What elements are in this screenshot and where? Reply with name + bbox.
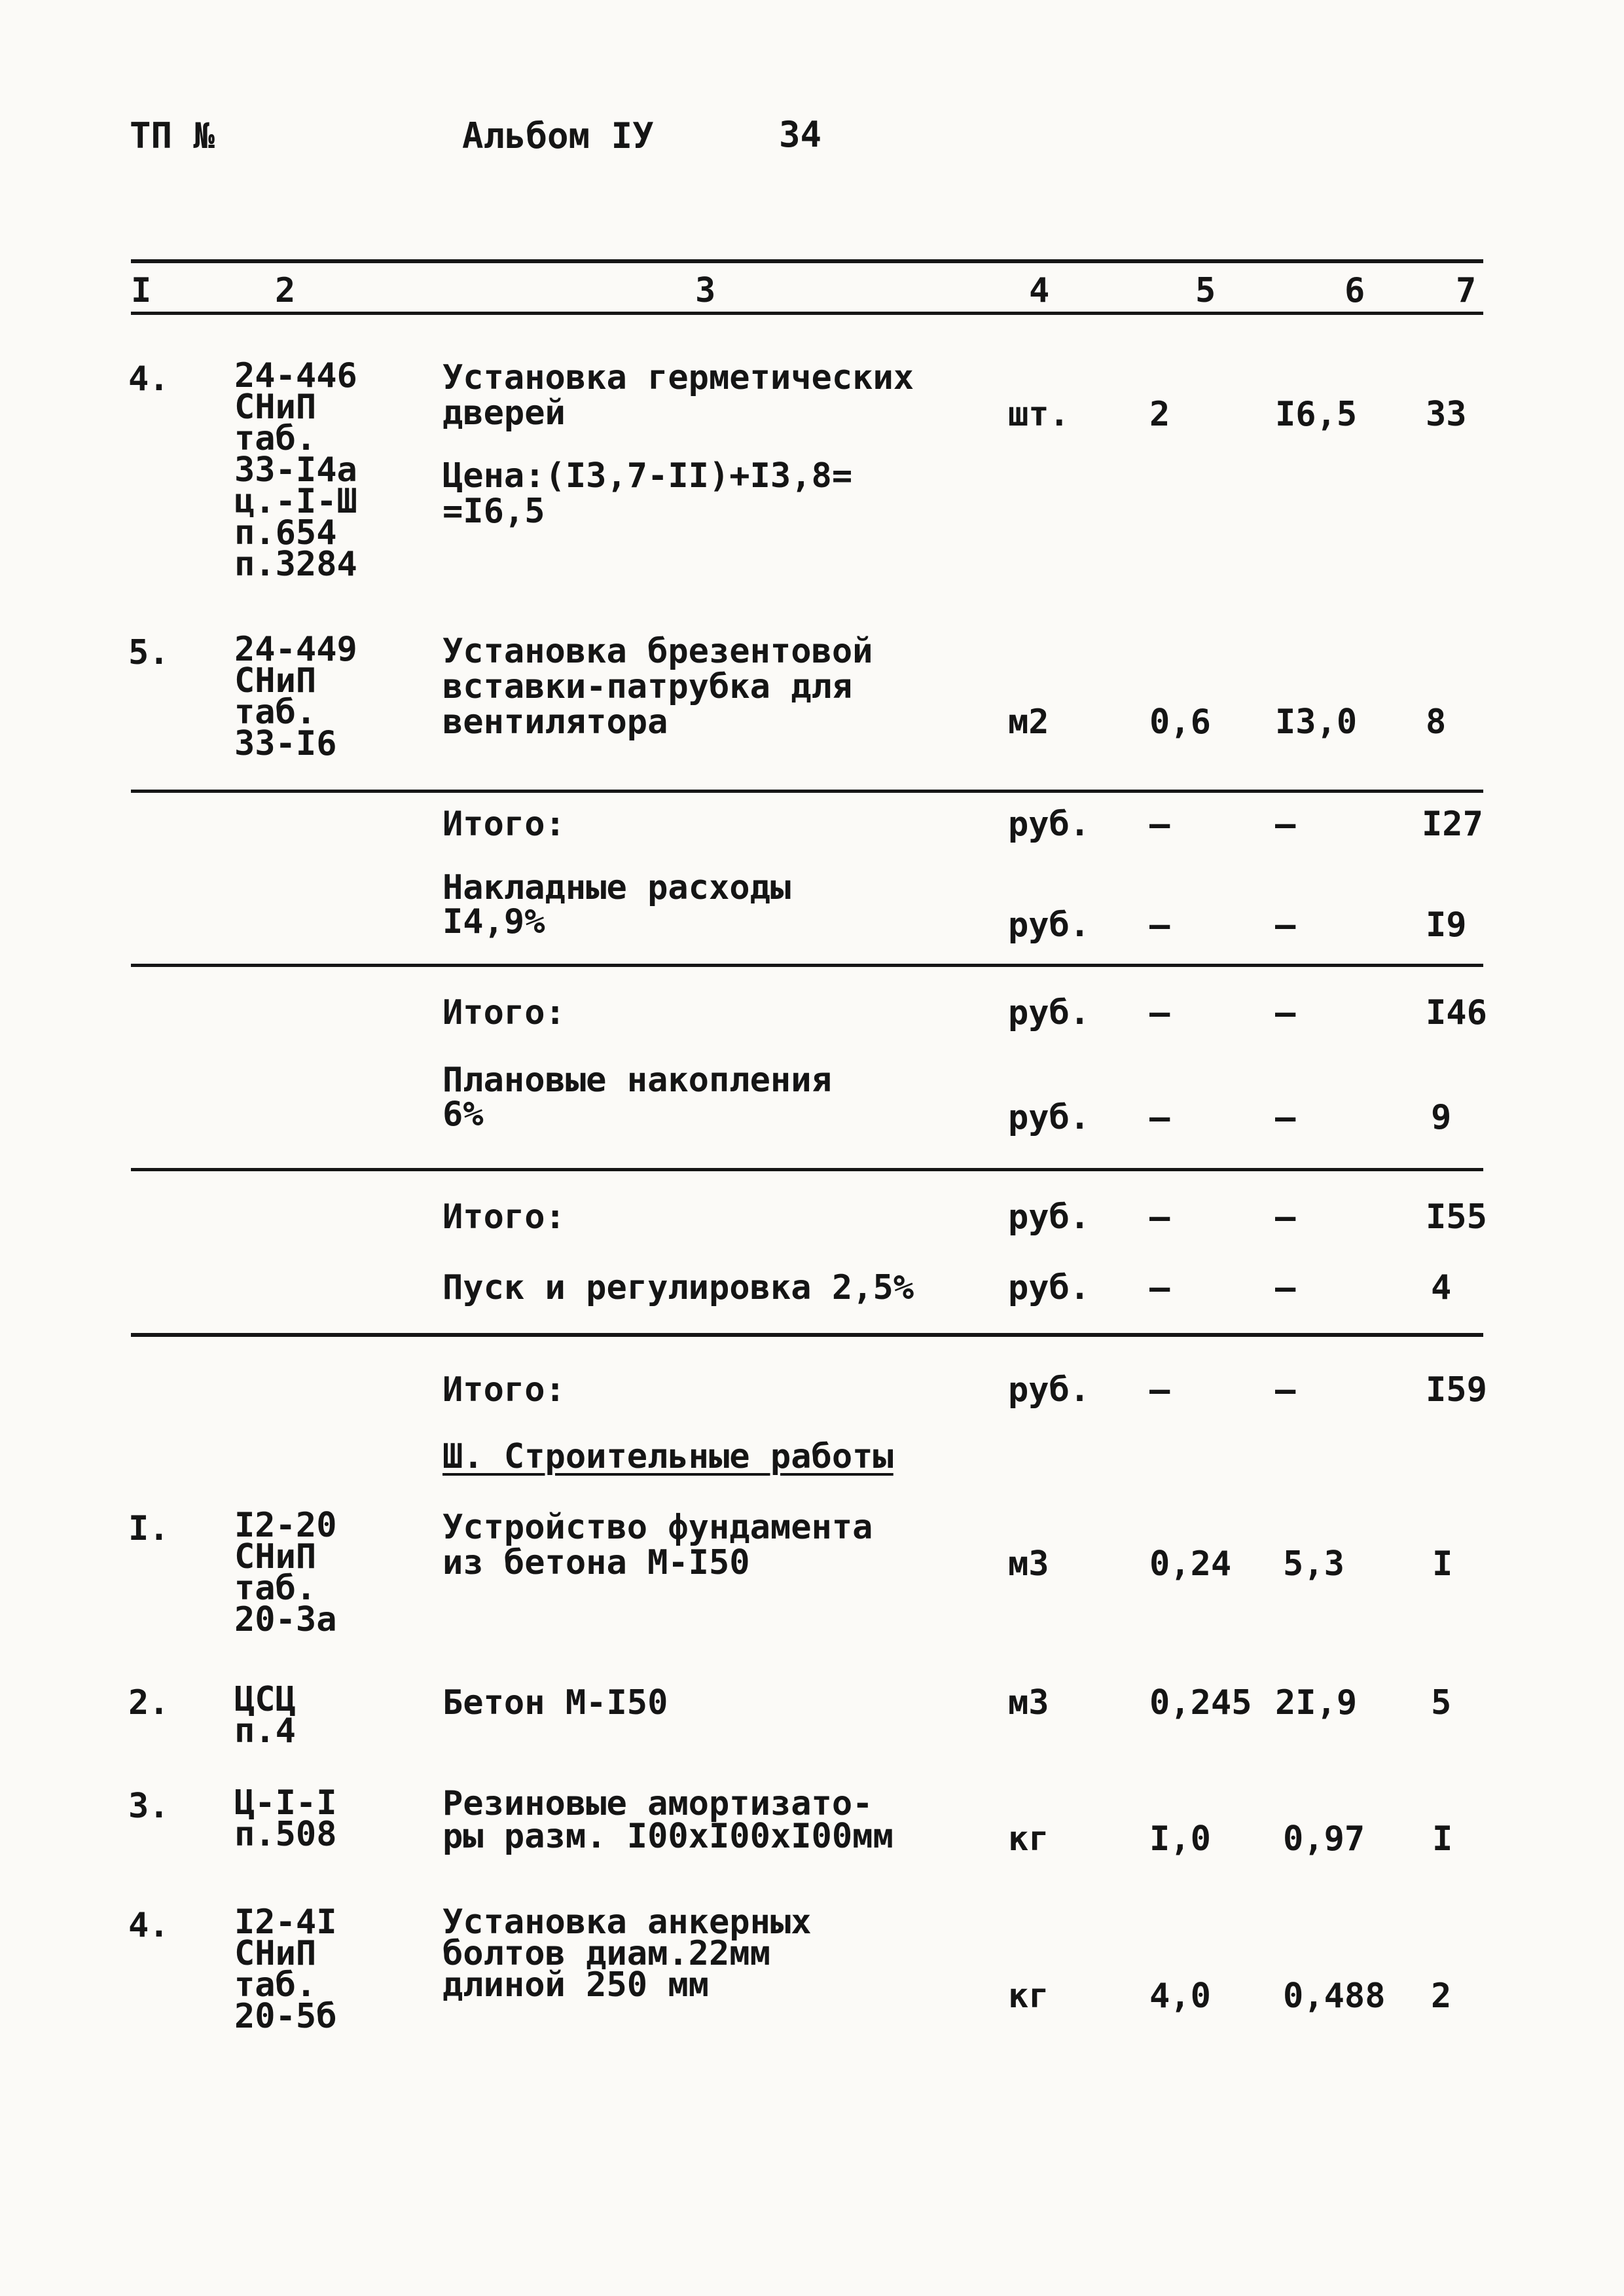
col-header-6: 6: [1344, 271, 1365, 310]
quantity: –: [1149, 1370, 1170, 1410]
unit: м3: [1008, 1544, 1049, 1584]
total-cost: 8: [1426, 702, 1447, 742]
total-cost: 9: [1431, 1098, 1452, 1137]
quantity: –: [1149, 993, 1170, 1032]
unit-price: –: [1275, 1370, 1296, 1410]
unit-price: –: [1275, 1268, 1296, 1307]
unit-price: I6,5: [1275, 395, 1358, 434]
unit: руб.: [1008, 993, 1091, 1032]
row-number: 3.: [128, 1787, 170, 1826]
work-description: Установка анкерных болтов диам.22мм длиной 250 мм: [442, 1903, 812, 2005]
unit-price: 2I,9: [1275, 1683, 1358, 1722]
work-description: Установка герметических дверей: [442, 358, 914, 433]
quantity: 2: [1149, 395, 1170, 434]
norm-reference: Ц-I-I п.508: [234, 1783, 337, 1854]
unit: руб.: [1008, 1098, 1091, 1137]
unit-price: –: [1275, 905, 1296, 945]
total-cost: 2: [1431, 1977, 1452, 2016]
quantity: –: [1149, 1098, 1170, 1137]
planned-savings-label: Плановые накопления 6%: [442, 1061, 832, 1134]
total-cost: I9: [1426, 905, 1467, 945]
total-cost: I: [1432, 1544, 1453, 1584]
quantity: 4,0: [1149, 1977, 1211, 2016]
subtotal-label: Итого:: [442, 993, 566, 1032]
work-description: Устройство фундамента из бетона М-I50: [442, 1508, 873, 1582]
unit: м2: [1008, 702, 1049, 742]
total-cost: I55: [1426, 1197, 1487, 1237]
work-description: Бетон М-I50: [442, 1683, 668, 1722]
quantity: –: [1149, 1268, 1170, 1307]
quantity: I,0: [1149, 1819, 1211, 1859]
unit-price: 5,3: [1283, 1544, 1344, 1584]
quantity: –: [1149, 1197, 1170, 1237]
col-header-1: I: [131, 271, 152, 310]
quantity: 0,245: [1149, 1683, 1252, 1722]
subtotal-rule: [131, 964, 1483, 967]
subtotal-label: Итого:: [442, 1370, 566, 1410]
col-header-2: 2: [275, 271, 296, 310]
quantity: –: [1149, 805, 1170, 844]
norm-reference: 24-446 СНиП таб. 33-I4а ц.-I-Ш п.654 п.3284: [234, 356, 357, 584]
row-number: 2.: [128, 1683, 170, 1722]
subtotal-rule: [131, 1333, 1483, 1337]
total-cost: 4: [1431, 1268, 1452, 1307]
project-number-label: ТП №: [130, 115, 215, 156]
norm-reference: ЦСЦ п.4: [234, 1680, 296, 1751]
norm-reference: 24-449 СНиП таб. 33-I6: [234, 630, 357, 763]
unit-price: –: [1275, 1098, 1296, 1137]
overhead-label: Накладные расходы I4,9%: [442, 868, 791, 941]
unit: м3: [1008, 1683, 1049, 1722]
quantity: –: [1149, 905, 1170, 945]
unit: руб.: [1008, 805, 1091, 844]
unit: руб.: [1008, 905, 1091, 945]
row-number: 4.: [128, 359, 170, 399]
col-header-3: 3: [695, 271, 716, 310]
row-number: 5.: [128, 633, 170, 672]
total-cost: 33: [1426, 395, 1467, 434]
quantity: 0,6: [1149, 702, 1211, 742]
album-label: Альбом IУ: [462, 115, 654, 156]
commissioning-label: Пуск и регулировка 2,5%: [442, 1268, 914, 1307]
unit: руб.: [1008, 1370, 1091, 1410]
total-cost: I59: [1426, 1370, 1487, 1410]
unit-price: –: [1275, 1197, 1296, 1237]
subtotal-rule: [131, 1168, 1483, 1171]
col-header-7: 7: [1456, 271, 1477, 310]
page-number: 34: [779, 114, 822, 155]
total-cost: I46: [1426, 993, 1487, 1032]
subtotal-rule: [131, 790, 1483, 793]
row-number: I.: [128, 1509, 170, 1548]
subtotal-label: Итого:: [442, 805, 566, 844]
unit: шт.: [1008, 395, 1070, 434]
total-cost: 5: [1431, 1683, 1452, 1722]
norm-reference: I2-4I СНиП таб. 20-5б: [234, 1903, 337, 2036]
col-header-5: 5: [1195, 271, 1216, 310]
unit-price: 0,488: [1283, 1977, 1386, 2016]
unit-price: –: [1275, 805, 1296, 844]
work-description: Установка брезентовой вставки-патрубка для вентилятора: [442, 632, 873, 742]
unit: кг: [1008, 1819, 1049, 1859]
row-number: 4.: [128, 1906, 170, 1945]
unit-price: 0,97: [1283, 1819, 1365, 1859]
header-bottom-rule: [131, 312, 1483, 315]
unit: руб.: [1008, 1268, 1091, 1307]
quantity: 0,24: [1149, 1544, 1232, 1584]
total-cost: I27: [1422, 805, 1483, 844]
col-header-4: 4: [1029, 271, 1050, 310]
unit: руб.: [1008, 1197, 1091, 1237]
unit: кг: [1008, 1977, 1049, 2016]
unit-price: I3,0: [1275, 702, 1358, 742]
section-title: Ш. Строительные работы: [442, 1437, 893, 1476]
norm-reference: I2-20 СНиП таб. 20-3а: [234, 1506, 337, 1639]
subtotal-label: Итого:: [442, 1197, 566, 1237]
unit-price: –: [1275, 993, 1296, 1032]
work-description: Резиновые амортизато- ры разм. I00хI00хI00мм: [442, 1784, 893, 1856]
price-calculation: Цена:(I3,7-II)+I3,8= =I6,5: [442, 456, 853, 531]
table-top-rule: [131, 259, 1483, 263]
total-cost: I: [1432, 1819, 1453, 1859]
